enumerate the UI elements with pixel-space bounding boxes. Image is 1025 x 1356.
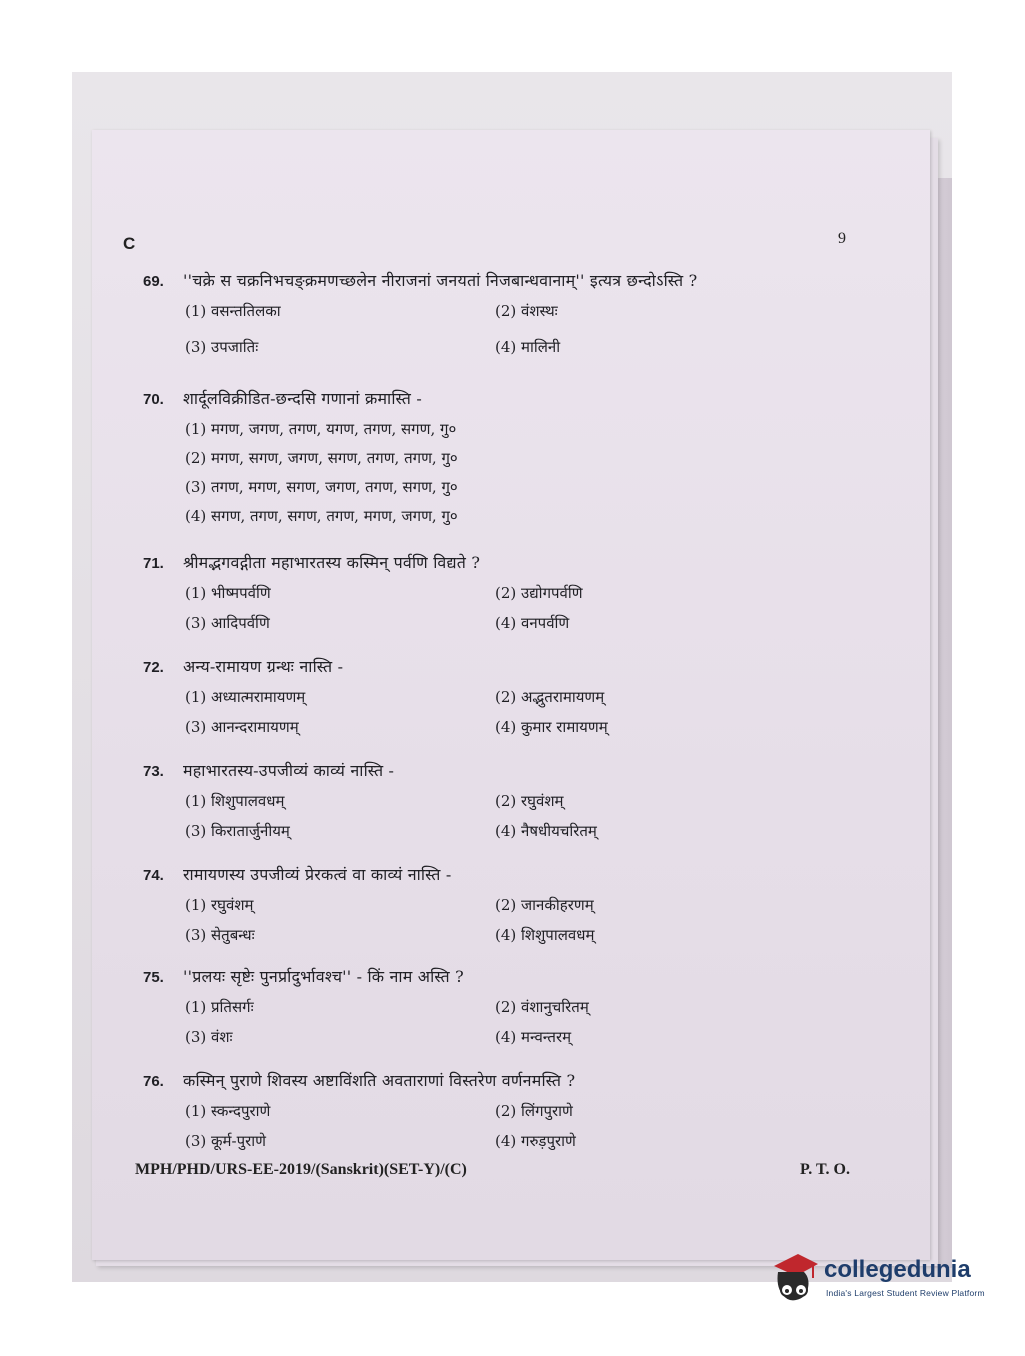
question-number: 73. — [143, 763, 164, 780]
paper-code: MPH/PHD/URS-EE-2019/(Sanskrit)(SET-Y)/(C) — [135, 1161, 467, 1178]
option: (1) अध्यात्मरामायणम् — [185, 688, 306, 706]
option: (2) अद्भुतरामायणम् — [495, 688, 605, 706]
question-75 — [143, 966, 833, 1047]
pto-label: P. T. O. — [800, 1161, 850, 1178]
option: (1) प्रतिसर्गः — [185, 998, 254, 1016]
option: (4) गरुड़पुराणे — [495, 1132, 576, 1150]
question-text: महाभारतस्य-उपजीव्यं काव्यं नास्ति - — [183, 761, 395, 780]
collegedunia-watermark — [768, 1250, 998, 1310]
option: (3) सेतुबन्धः — [185, 926, 255, 944]
question-text: शार्दूलविक्रीडित-छन्दसि गणानां क्रमास्ति - — [183, 389, 422, 408]
question-73 — [143, 760, 833, 841]
question-number: 74. — [143, 867, 164, 884]
question-69 — [143, 270, 833, 357]
question-text: कस्मिन् पुराणे शिवस्य अष्टाविंशति अवताराणां विस्तरेण वर्णनमस्ति ? — [183, 1071, 576, 1090]
option: (2) मगण, सगण, जगण, सगण, तगण, तगण, गु० — [185, 449, 458, 467]
option: (2) लिंगपुराणे — [495, 1102, 573, 1120]
question-number: 71. — [143, 555, 164, 572]
option: (3) वंशः — [185, 1028, 233, 1046]
question-number: 72. — [143, 659, 164, 676]
question-text: ''चक्रे स चक्रनिभचङ्क्रमणच्छलेन नीराजनां जनयतां निजबान्धवानाम्'' इत्यत्र छन्दोऽस्ति ? — [183, 271, 698, 290]
option: (2) वंशानुचरितम् — [495, 998, 589, 1016]
option: (2) उद्योगपर्वणि — [495, 584, 583, 602]
option: (4) नैषधीयचरितम् — [495, 822, 597, 840]
option: (1) रघुवंशम् — [185, 896, 254, 914]
question-text: अन्य-रामायण ग्रन्थः नास्ति - — [183, 657, 344, 676]
option: (1) मगण, जगण, तगण, यगण, तगण, सगण, गु० — [185, 420, 457, 438]
option: (4) कुमार रामायणम् — [495, 718, 608, 736]
set-code: C — [123, 234, 136, 253]
question-number: 76. — [143, 1073, 164, 1090]
option: (3) किरातार्जुनीयम् — [185, 822, 290, 840]
brand-tagline: India's Largest Student Review Platform — [826, 1288, 985, 1298]
question-number: 70. — [143, 391, 164, 408]
question-text: रामायणस्य उपजीव्यं प्रेरकत्वं वा काव्यं नास्ति - — [183, 865, 452, 884]
question-76 — [143, 1070, 833, 1151]
question-number: 75. — [143, 969, 164, 986]
option: (4) वनपर्वणि — [495, 614, 570, 632]
option: (3) आदिपर्वणि — [185, 614, 270, 632]
question-text: श्रीमद्भगवद्गीता महाभारतस्य कस्मिन् पर्वणि विद्यते ? — [183, 553, 481, 572]
option: (4) सगण, तगण, सगण, तगण, मगण, जगण, गु० — [185, 507, 458, 525]
option: (2) वंशस्थः — [495, 302, 558, 320]
option: (2) रघुवंशम् — [495, 792, 564, 810]
option: (4) शिशुपालवधम् — [495, 926, 595, 944]
option: (1) शिशुपालवधम् — [185, 792, 285, 810]
option: (3) उपजातिः — [185, 338, 259, 356]
question-number: 69. — [143, 273, 164, 290]
option: (3) कूर्म-पुराणे — [185, 1132, 266, 1150]
option: (3) आनन्दरामायणम् — [185, 718, 299, 736]
option: (1) वसन्ततिलका — [185, 302, 281, 320]
question-72 — [143, 656, 833, 737]
page-number: 9 — [838, 230, 846, 247]
option: (1) भीष्मपर्वणि — [185, 584, 271, 602]
question-text: ''प्रलयः सृष्टेः पुनर्प्रादुर्भावश्च'' - किं नाम अस्ति ? — [183, 967, 464, 986]
option: (3) तगण, मगण, सगण, जगण, तगण, सगण, गु० — [185, 478, 458, 496]
collegedunia-mascot-icon — [768, 1250, 820, 1308]
option: (1) स्कन्दपुराणे — [185, 1102, 271, 1120]
option: (4) मालिनी — [495, 338, 561, 356]
question-74 — [143, 864, 833, 945]
option: (4) मन्वन्तरम् — [495, 1028, 572, 1046]
option: (2) जानकीहरणम् — [495, 896, 594, 914]
question-71 — [143, 552, 833, 633]
question-70 — [143, 388, 833, 526]
brand-name: collegedunia — [824, 1256, 971, 1283]
